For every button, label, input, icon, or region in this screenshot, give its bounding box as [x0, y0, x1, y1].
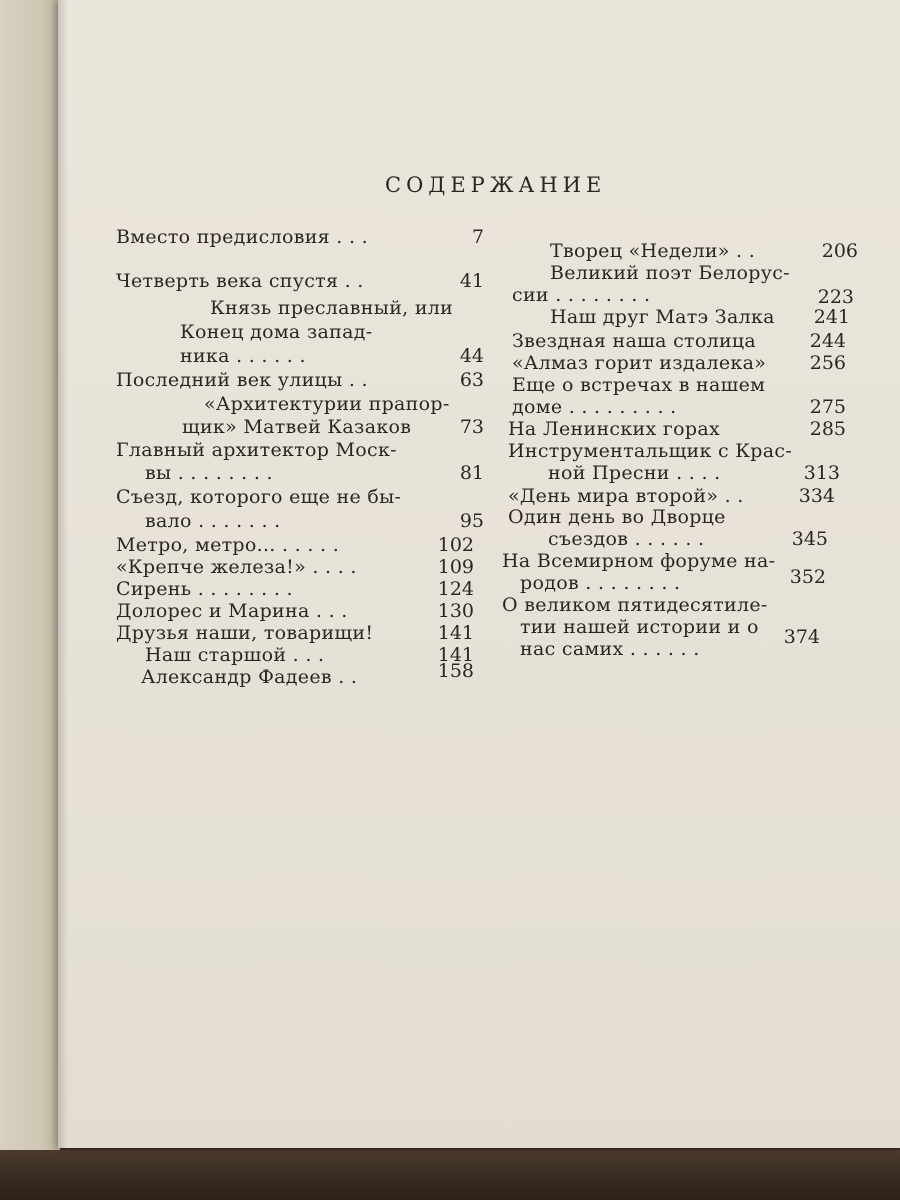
- toc-entry-text: доме . . . . . . . . .: [512, 396, 677, 418]
- toc-entry-page: 256: [809, 352, 846, 374]
- toc-entry-text: ной Пресни . . . .: [548, 462, 721, 484]
- toc-entry-text: Конец дома запад-: [180, 321, 373, 343]
- toc-entry-page: 206: [821, 240, 858, 262]
- toc-entry-text: «Архитектурии прапор-: [204, 393, 450, 415]
- toc-entry-page: 352: [789, 566, 826, 588]
- toc-entry-text: Друзья наши, товарищи!: [116, 622, 374, 644]
- toc-entry-text: сии . . . . . . . .: [512, 284, 651, 306]
- table-surface: [0, 1150, 900, 1200]
- toc-entry-page: 141: [437, 622, 474, 644]
- toc-entry-page: 73: [459, 416, 484, 438]
- toc-entry-text: Звездная наша столица: [512, 330, 757, 352]
- toc-entry-text: Главный архитектор Моск-: [116, 439, 397, 461]
- toc-entry-page: 41: [459, 270, 484, 292]
- toc-entry-page: 109: [437, 556, 474, 578]
- toc-entry-page: 130: [437, 600, 474, 622]
- toc-entry-page: 313: [803, 462, 840, 484]
- toc-entry-page: 374: [783, 626, 820, 648]
- page-gutter-shadow: [58, 0, 68, 1148]
- toc-entry-text: Съезд, которого еще не бы-: [116, 486, 402, 508]
- toc-entry-page: 124: [437, 578, 474, 600]
- toc-entry-text: Александр Фадеев . .: [141, 666, 358, 688]
- toc-entry-text: ника . . . . . .: [180, 345, 306, 367]
- toc-entry-text: Великий поэт Белорус-: [550, 262, 790, 284]
- toc-entry-text: вало . . . . . . .: [145, 510, 281, 532]
- toc-entry-text: Сирень . . . . . . . .: [116, 578, 293, 600]
- toc-entry-page: 285: [809, 418, 846, 440]
- toc-entry-text: Долорес и Марина . . .: [116, 600, 348, 622]
- toc-entry-text: Наш друг Матэ Залка: [550, 306, 775, 328]
- toc-entry-text: Инструментальщик с Крас-: [508, 440, 793, 462]
- toc-entry-text: На Всемирном форуме на-: [502, 550, 776, 572]
- toc-entry-page: 141: [437, 644, 474, 666]
- toc-entry-page: 275: [809, 396, 846, 418]
- toc-entry-page: 7: [471, 226, 484, 248]
- toc-entry-page: 334: [798, 485, 835, 507]
- toc-entry-text: «День мира второй» . .: [508, 485, 744, 507]
- toc-entry-text: родов . . . . . . . .: [520, 572, 681, 594]
- toc-entry-text: «Алмаз горит издалека»: [512, 352, 767, 374]
- toc-entry-page: 44: [459, 345, 484, 367]
- toc-entry-page: 102: [437, 534, 474, 556]
- toc-entry-page: 345: [791, 528, 828, 550]
- toc-entry-text: щик» Матвей Казаков: [182, 416, 412, 438]
- toc-entry-text: Четверть века спустя . .: [116, 270, 364, 292]
- toc-entry-text: О великом пятидесятиле-: [502, 594, 768, 616]
- toc-entry-page: 223: [817, 286, 854, 308]
- toc-entry-text: тии нашей истории и о: [520, 616, 759, 638]
- toc-entry-page: 241: [813, 306, 850, 328]
- toc-entry-text: Князь преславный, или: [210, 297, 454, 319]
- toc-entry-text: На Ленинских горах: [508, 418, 720, 440]
- toc-entry-page: 158: [437, 660, 474, 682]
- toc-entry-text: Вместо предисловия . . .: [116, 226, 368, 248]
- toc-entry-page: 81: [459, 462, 484, 484]
- toc-entry-text: вы . . . . . . . .: [145, 462, 273, 484]
- toc-entry-text: Метро, метро... . . . . .: [116, 534, 340, 556]
- toc-entry-text: нас самих . . . . . .: [520, 638, 700, 660]
- book-edge-left: [0, 0, 60, 1200]
- toc-entry-text: Наш старшой . . .: [145, 644, 325, 666]
- toc-entry-page: 63: [459, 369, 484, 391]
- contents-title: СОДЕРЖАНИЕ: [385, 173, 607, 197]
- toc-entry-text: «Крепче железа!» . . . .: [116, 556, 357, 578]
- toc-entry-page: 95: [459, 510, 484, 532]
- toc-entry-text: Еще о встречах в нашем: [512, 374, 766, 396]
- toc-entry-text: Последний век улицы . .: [116, 369, 368, 391]
- toc-entry-page: 244: [809, 330, 846, 352]
- toc-entry-text: Творец «Недели» . .: [550, 240, 756, 262]
- toc-entry-text: съездов . . . . . .: [548, 528, 705, 550]
- toc-entry-text: Один день во Дворце: [508, 506, 726, 528]
